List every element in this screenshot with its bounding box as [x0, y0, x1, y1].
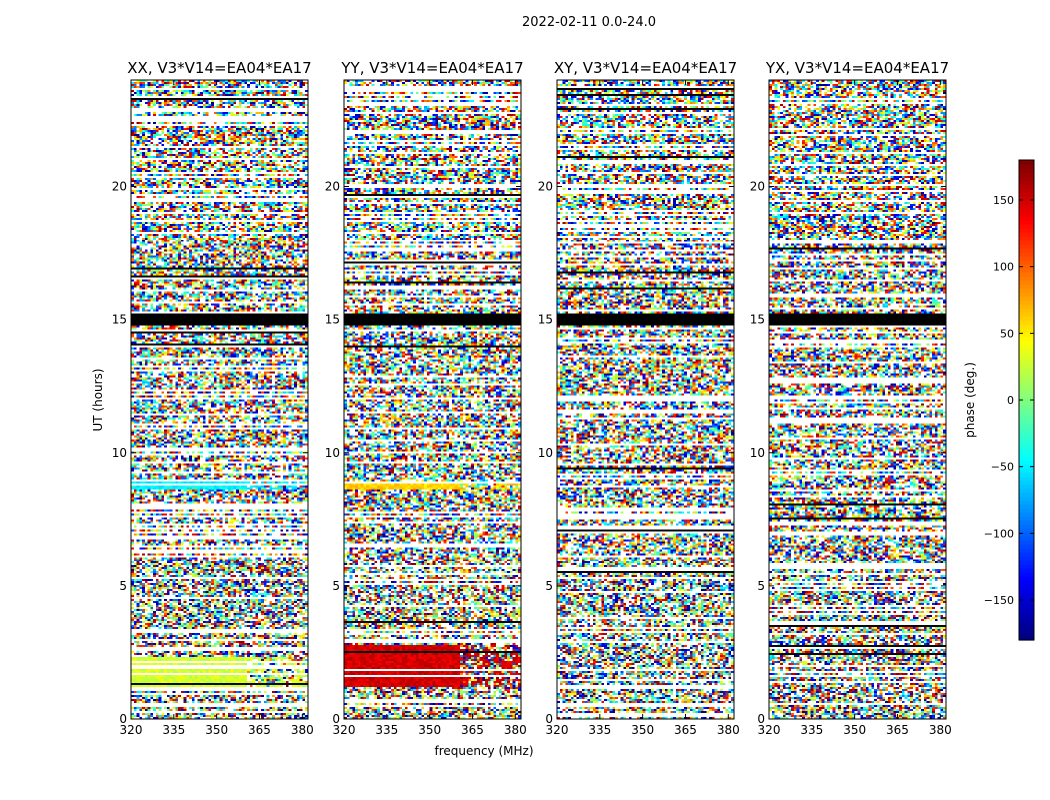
colorbar-segment [1019, 248, 1034, 253]
y-tick-label: 5 [545, 578, 553, 593]
colorbar-segment [1019, 176, 1034, 181]
y-tick-label: 5 [757, 578, 765, 593]
y-tick-label: 5 [332, 578, 340, 593]
panel-title: YX, V3*V14=EA04*EA17 [765, 59, 950, 77]
colorbar-segment [1019, 184, 1034, 189]
colorbar-segment [1019, 232, 1034, 237]
colorbar-segment [1019, 448, 1034, 453]
colorbar-segment [1019, 160, 1034, 165]
colorbar-segment [1019, 616, 1034, 621]
colorbar-segment [1019, 268, 1034, 273]
colorbar-segment [1019, 304, 1034, 309]
colorbar-segment [1019, 400, 1034, 405]
y-tick-label: 0 [757, 712, 765, 726]
colorbar-segment [1019, 280, 1034, 285]
colorbar-segment [1019, 524, 1034, 529]
colorbar-segment [1019, 544, 1034, 549]
colorbar-segment [1019, 528, 1034, 533]
colorbar-segment [1019, 548, 1034, 553]
y-tick-label: 20 [537, 179, 553, 194]
colorbar-segment [1019, 256, 1034, 261]
y-tick-label: 10 [111, 445, 127, 460]
heatmap-image [131, 80, 308, 719]
colorbar-segment [1019, 488, 1034, 493]
colorbar-segment [1019, 380, 1034, 385]
y-tick-label: 10 [537, 445, 553, 460]
colorbar-segment [1019, 504, 1034, 509]
x-tick-label: 320 [332, 723, 356, 737]
colorbar-segment [1019, 508, 1034, 513]
colorbar-segment [1019, 296, 1034, 301]
x-tick-label: 320 [757, 723, 781, 737]
colorbar-segment [1019, 576, 1034, 581]
x-tick-label: 380 [503, 723, 527, 737]
colorbar-segment [1019, 228, 1034, 233]
colorbar-segment [1019, 192, 1034, 197]
x-tick-label: 335 [588, 723, 612, 737]
colorbar-segment [1019, 272, 1034, 277]
y-tick-label: 20 [111, 179, 127, 194]
colorbar-segment [1019, 284, 1034, 289]
colorbar-segment [1019, 572, 1034, 577]
y-tick-label: 10 [749, 445, 765, 460]
colorbar-segment [1019, 440, 1034, 445]
x-axis-label: frequency (MHz) [434, 744, 534, 758]
x-tick-label: 335 [800, 723, 824, 737]
colorbar-segment [1019, 220, 1034, 225]
colorbar-segment [1019, 260, 1034, 265]
colorbar-segment [1019, 428, 1034, 433]
y-tick-label: 5 [119, 578, 127, 593]
colorbar-tick-label: 100 [993, 260, 1014, 274]
colorbar-segment [1019, 560, 1034, 565]
colorbar-segment [1019, 288, 1034, 293]
colorbar-segment [1019, 224, 1034, 229]
panel-title: YY, V3*V14=EA04*EA17 [341, 59, 524, 77]
colorbar-segment [1019, 436, 1034, 441]
colorbar-segment [1019, 468, 1034, 473]
colorbar-segment [1019, 552, 1034, 557]
x-tick-label: 365 [248, 723, 271, 737]
colorbar-segment [1019, 352, 1034, 357]
colorbar-segment [1019, 172, 1034, 177]
heatmap-image [557, 80, 734, 719]
x-tick-label: 380 [290, 723, 314, 737]
colorbar-segment [1019, 236, 1034, 241]
y-tick-label: 15 [111, 312, 127, 327]
colorbar-segment [1019, 460, 1034, 465]
colorbar-segment [1019, 404, 1034, 409]
colorbar-segment [1019, 628, 1034, 633]
colorbar-segment [1019, 608, 1034, 613]
colorbar-segment [1019, 388, 1034, 393]
colorbar-segment [1019, 624, 1034, 629]
colorbar-segment [1019, 348, 1034, 353]
heatmap-image [769, 80, 946, 719]
colorbar-segment [1019, 204, 1034, 209]
y-tick-label: 10 [324, 445, 340, 460]
figure-title: 2022-02-11 0.0-24.0 [522, 15, 656, 30]
colorbar-segment [1019, 456, 1034, 461]
y-tick-label: 0 [545, 712, 553, 726]
colorbar-segment [1019, 540, 1034, 545]
colorbar-segment [1019, 168, 1034, 173]
colorbar-segment [1019, 408, 1034, 413]
colorbar-segment [1019, 208, 1034, 213]
x-tick-label: 320 [119, 723, 143, 737]
panel-yx [750, 59, 952, 737]
colorbar-tick-label: −150 [983, 594, 1014, 607]
colorbar-segment [1019, 376, 1034, 381]
y-tick-label: 15 [749, 312, 765, 327]
y-tick-label: 20 [749, 179, 765, 194]
colorbar-segment [1019, 588, 1034, 593]
colorbar-segment [1019, 372, 1034, 377]
x-tick-label: 350 [205, 723, 229, 737]
colorbar-segment [1019, 212, 1034, 217]
colorbar-segment [1019, 580, 1034, 585]
colorbar-tick-label: 50 [1000, 327, 1014, 341]
colorbar-segment [1019, 592, 1034, 597]
y-axis-label: UT (hours) [91, 368, 105, 432]
x-tick-label: 380 [716, 723, 740, 737]
colorbar-segment [1019, 620, 1034, 625]
colorbar-tick-label: 150 [993, 194, 1014, 207]
colorbar-segment [1019, 300, 1034, 305]
colorbar-segment [1019, 240, 1034, 245]
colorbar-segment [1019, 320, 1034, 325]
colorbar-segment [1019, 632, 1034, 637]
colorbar-segment [1019, 564, 1034, 569]
colorbar-segment [1019, 420, 1034, 425]
y-tick-label: 0 [119, 712, 127, 726]
colorbar-segment [1019, 536, 1034, 541]
colorbar-segment [1019, 336, 1034, 341]
colorbar-segment [1019, 316, 1034, 321]
panel-yy [325, 59, 527, 737]
colorbar-segment [1019, 360, 1034, 365]
x-tick-label: 365 [886, 723, 909, 737]
colorbar-segment [1019, 492, 1034, 497]
colorbar-segment [1019, 180, 1034, 185]
colorbar-segment [1019, 600, 1034, 605]
colorbar-segment [1019, 244, 1034, 249]
colorbar-tick-label: 0 [1007, 394, 1014, 407]
colorbar-segment [1019, 556, 1034, 561]
colorbar-segment [1019, 292, 1034, 297]
colorbar-tick-label: −50 [990, 460, 1014, 474]
colorbar-segment [1019, 188, 1034, 193]
colorbar-segment [1019, 472, 1034, 477]
y-tick-label: 15 [537, 312, 553, 327]
colorbar-segment [1019, 432, 1034, 437]
colorbar-segment [1019, 452, 1034, 457]
colorbar-segment [1019, 532, 1034, 537]
x-tick-label: 365 [674, 723, 697, 737]
colorbar-segment [1019, 612, 1034, 617]
panel-title: XX, V3*V14=EA04*EA17 [127, 59, 312, 77]
panel-xy [538, 59, 740, 737]
colorbar-segment [1019, 584, 1034, 589]
colorbar-segment [1019, 412, 1034, 417]
x-tick-label: 350 [631, 723, 655, 737]
colorbar-segment [1019, 368, 1034, 373]
colorbar-segment [1019, 216, 1034, 221]
colorbar-segment [1019, 344, 1034, 349]
colorbar-segment [1019, 444, 1034, 449]
x-tick-label: 335 [162, 723, 186, 737]
colorbar-segment [1019, 480, 1034, 485]
panels-layer [112, 59, 952, 737]
panel-xx [112, 59, 314, 737]
colorbar-segment [1019, 476, 1034, 481]
y-tick-label: 20 [324, 179, 340, 194]
colorbar-segment [1019, 484, 1034, 489]
colorbar-segment [1019, 500, 1034, 505]
x-tick-label: 335 [375, 723, 399, 737]
x-tick-label: 320 [545, 723, 569, 737]
colorbar-segment [1019, 512, 1034, 517]
x-tick-label: 350 [418, 723, 442, 737]
heatmap-image [344, 80, 521, 719]
y-tick-label: 0 [332, 712, 340, 726]
colorbar-segment [1019, 604, 1034, 609]
colorbar-segment [1019, 276, 1034, 281]
colorbar-segment [1019, 252, 1034, 257]
panel-title: XY, V3*V14=EA04*EA17 [553, 59, 738, 77]
x-tick-label: 365 [461, 723, 484, 737]
colorbar-segment [1019, 332, 1034, 337]
colorbar-segment [1019, 568, 1034, 573]
colorbar-segment [1019, 516, 1034, 521]
x-tick-label: 380 [928, 723, 952, 737]
colorbar-segment [1019, 340, 1034, 345]
colorbar-segment [1019, 364, 1034, 369]
colorbar-segment [1019, 416, 1034, 421]
colorbar-segment [1019, 324, 1034, 329]
colorbar-tick-label: −100 [983, 527, 1014, 541]
colorbar-segment [1019, 392, 1034, 397]
colorbar-label: phase (deg.) [963, 362, 977, 438]
colorbar-segment [1019, 328, 1034, 333]
colorbar-segment [1019, 520, 1034, 525]
colorbar-segment [1019, 308, 1034, 313]
colorbar-segment [1019, 200, 1034, 205]
colorbar-segment [1019, 312, 1034, 317]
colorbar-segment [1019, 164, 1034, 169]
colorbar-segment [1019, 424, 1034, 429]
y-tick-label: 15 [324, 312, 340, 327]
colorbar-segment [1019, 356, 1034, 361]
colorbar-segment [1019, 496, 1034, 501]
colorbar [984, 160, 1034, 641]
x-tick-label: 350 [843, 723, 867, 737]
colorbar-segment [1019, 384, 1034, 389]
